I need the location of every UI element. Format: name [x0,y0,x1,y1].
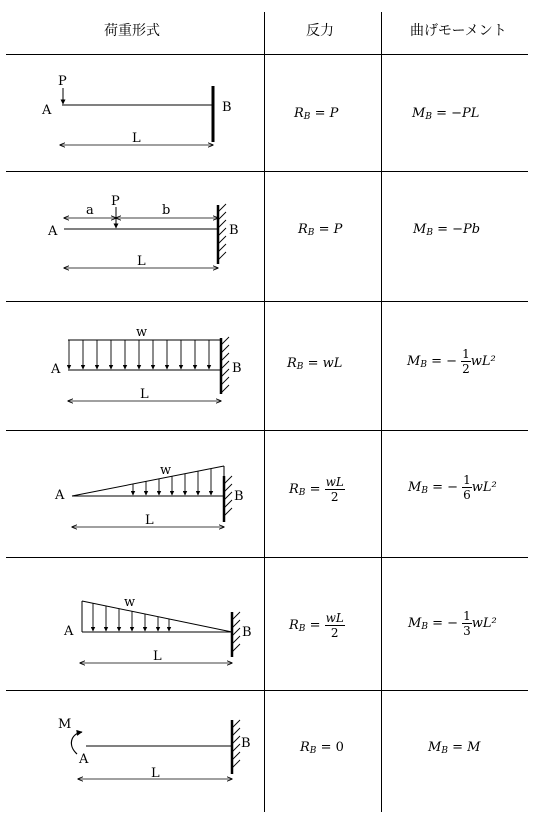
moment-formula: $M_B = M$ [428,740,481,756]
label-A: A [48,224,58,239]
diagram-point-load-end [41,74,232,146]
label-P: P [111,194,120,209]
reaction-formula: $R_B$ = $\frac{wL}{2}$ [289,475,344,504]
label-a: a [86,203,94,218]
moment-formula: $M_B$ = − $\frac{1}{6}$ wL² [408,473,497,502]
label-B: B [242,625,252,640]
label-w: w [136,325,148,340]
label-P: P [58,74,67,89]
label-B: B [232,361,242,376]
label-L: L [145,513,154,528]
reaction-formula: $R_B = 0$ [300,740,344,756]
label-A: A [79,752,89,767]
diagram-triangular-load-decreasing [63,595,252,664]
label-L: L [153,649,162,664]
label-B: B [229,223,239,238]
label-M: M [58,717,72,732]
label-B: B [234,489,244,504]
reaction-formula: $R_B = P$ [298,222,343,238]
label-L: L [137,254,146,269]
label-A: A [55,488,65,503]
header-moment: 曲げモーメント [410,23,507,39]
fraction: $\frac{1}{3}$ [463,609,471,638]
header-reaction: 反力 [306,23,334,39]
label-w: w [124,595,136,610]
label-L: L [132,131,141,146]
reaction-formula: $R_B = P$ [294,106,339,122]
header-load-type: 荷重形式 [104,23,160,39]
label-L: L [140,387,149,402]
diagram-end-moment [58,717,251,781]
reaction-formula: $R_B$ = wL [287,356,343,372]
label-B: B [241,736,251,751]
label-b: b [162,203,171,218]
label-A: A [42,103,52,118]
diagram-point-load-a [47,194,239,269]
label-B: B [222,100,232,115]
reaction-formula: $R_B$ = $\frac{wL}{2}$ [289,611,344,640]
fraction: $\frac{wL}{2}$ [325,475,344,504]
label-A: A [51,362,61,377]
fraction: $\frac{1}{2}$ [462,347,470,376]
moment-formula: $M_B$ = − $\frac{1}{3}$ wL² [408,609,497,638]
fraction: $\frac{wL}{2}$ [325,611,344,640]
label-w: w [160,463,172,478]
moment-formula: $M_B$ = − $\frac{1}{2}$ wL² [407,347,496,376]
moment-formula: $M_B = -Pb$ [413,222,481,238]
fraction: $\frac{1}{6}$ [463,473,471,502]
diagram-triangular-load-increasing [54,463,244,528]
moment-formula: $M_B = -PL$ [412,106,480,122]
diagram-uniform-load [50,325,242,402]
label-A: A [64,624,74,639]
label-L: L [151,766,160,781]
